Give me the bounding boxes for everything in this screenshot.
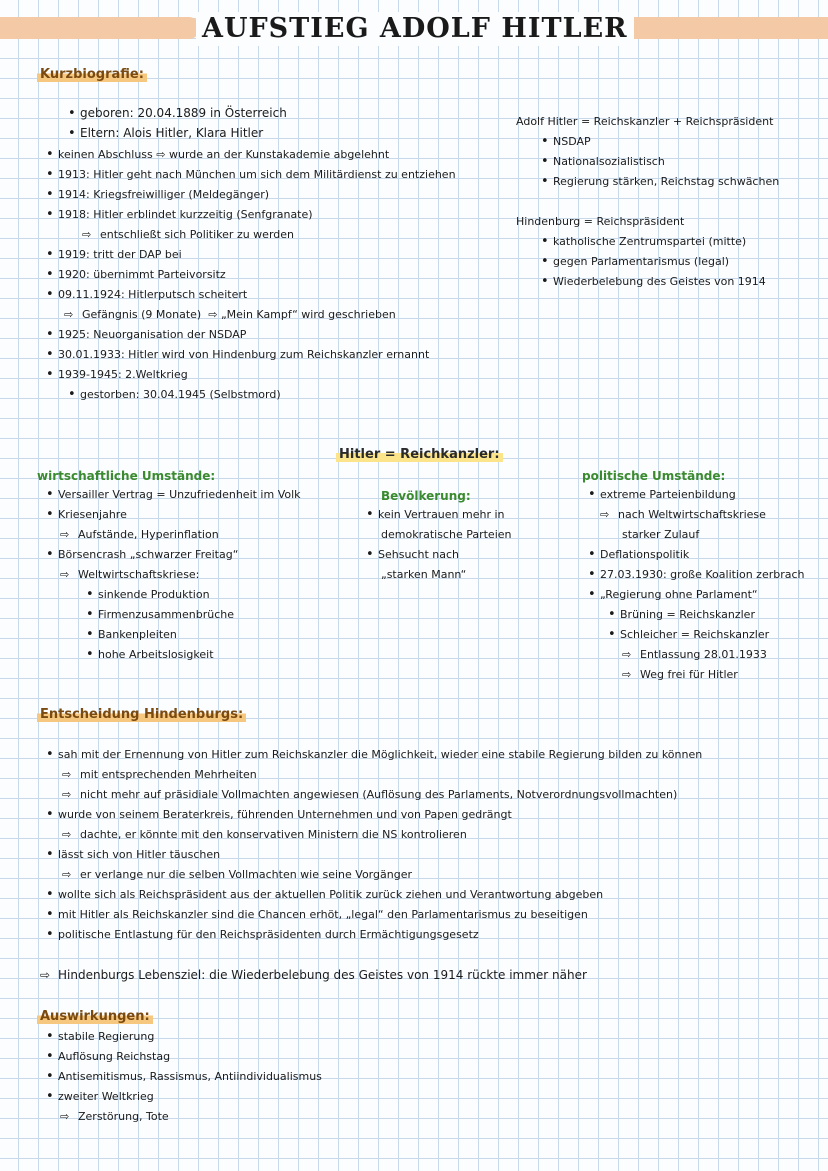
right-item: • Nationalsozialistisch: [541, 154, 665, 169]
right-item: • Regierung stärken, Reichstag schwächen: [541, 174, 780, 189]
pol-subitem: ⇨ Weg frei für Hitler: [622, 668, 738, 681]
right-heading: Adolf Hitler = Reichskanzler + Reichspräsident: [516, 115, 774, 128]
bio-item: • 1918: Hitler erblindet kurzzeitig (Senfgranate): [46, 207, 313, 222]
bullet-icon: •: [608, 627, 616, 642]
decision-subitem: ⇨ nicht mehr auf präsidiale Vollmachten angewiesen (Auflösung des Parlaments, Notverordnungsvollmachten): [62, 788, 678, 801]
right-item: • katholische Zentrumspartei (mitte): [541, 234, 747, 249]
pol-subitem: ⇨ Entlassung 28.01.1933: [622, 648, 767, 661]
bullet-icon: •: [46, 367, 54, 382]
right-item: • gegen Parlamentarismus (legal): [541, 254, 730, 269]
pop-item: • Sehsucht nach: [366, 547, 459, 562]
bullet-icon: •: [46, 847, 54, 862]
arrow-icon: ⇨: [60, 528, 70, 541]
pol-subitem: starker Zulauf: [622, 528, 700, 541]
arrow-icon: ⇨: [62, 768, 72, 781]
bullet-icon: •: [86, 587, 94, 602]
bullet-icon: •: [46, 507, 54, 522]
title-band-right: [620, 17, 828, 39]
heading-kurzbiografie: Kurzbiografie:: [37, 66, 147, 84]
bullet-icon: •: [46, 887, 54, 902]
bio-subitem: ⇨ Gefängnis (9 Monate) ⇨ „Mein Kampf“ wird geschrieben: [64, 308, 396, 321]
arrow-icon: ⇨: [60, 568, 70, 581]
bio-item: • 1920: übernimmt Parteivorsitz: [46, 267, 226, 282]
arrow-icon: ⇨: [62, 788, 72, 801]
title-band-left: [0, 17, 200, 39]
pol-subitem: • Brüning = Reichskanzler: [608, 607, 755, 622]
effect-item: • zweiter Weltkrieg: [46, 1089, 154, 1104]
decision-item: • lässt sich von Hitler täuschen: [46, 847, 221, 862]
econ-subitem: • sinkende Produktion: [86, 587, 210, 602]
heading-wirtschaftlich: wirtschaftliche Umstände:: [37, 469, 216, 483]
bullet-icon: •: [68, 126, 76, 141]
bullet-icon: •: [541, 134, 549, 149]
arrow-icon: ⇨: [62, 828, 72, 841]
pol-item: • Deflationspolitik: [588, 547, 690, 562]
bullet-icon: •: [68, 106, 76, 121]
arrow-icon: ⇨: [62, 868, 72, 881]
pop-item: • kein Vertrauen mehr in: [366, 507, 505, 522]
econ-subitem: ⇨ Weltwirtschaftskriese:: [60, 568, 200, 581]
econ-item: • Versailler Vertrag = Unzufriedenheit im Volk: [46, 487, 301, 502]
right-heading: Hindenburg = Reichspräsident: [516, 215, 685, 228]
bio-item: • geboren: 20.04.1889 in Österreich: [68, 106, 287, 121]
bio-item: • 1939-1945: 2.Weltkrieg: [46, 367, 188, 382]
heading-bevoelkerung: Bevölkerung:: [381, 489, 471, 503]
bullet-icon: •: [366, 547, 374, 562]
bio-subitem: ⇨ entschließt sich Politiker zu werden: [82, 228, 294, 241]
bullet-icon: •: [46, 1029, 54, 1044]
decision-subitem: ⇨ dachte, er könnte mit den konservativen Ministern die NS kontrolieren: [62, 828, 467, 841]
bullet-icon: •: [46, 247, 54, 262]
effect-item: • stabile Regierung: [46, 1029, 155, 1044]
bio-item: • 30.01.1933: Hitler wird von Hindenburg zum Reichskanzler ernannt: [46, 347, 430, 362]
pol-item: • „Regierung ohne Parlament“: [588, 587, 758, 602]
arrow-icon: ⇨: [60, 1110, 70, 1123]
bio-item: • gestorben: 30.04.1945 (Selbstmord): [68, 387, 281, 402]
pol-subitem: • Schleicher = Reichskanzler: [608, 627, 770, 642]
bullet-icon: •: [46, 1049, 54, 1064]
bullet-icon: •: [46, 147, 54, 162]
bio-item: • Eltern: Alois Hitler, Klara Hitler: [68, 126, 264, 141]
arrow-icon: ⇨: [208, 308, 218, 321]
bio-item: • 1914: Kriegsfreiwilliger (Meldegänger): [46, 187, 270, 202]
bullet-icon: •: [86, 627, 94, 642]
bullet-icon: •: [588, 547, 596, 562]
econ-item: • Börsencrash „schwarzer Freitag“: [46, 547, 239, 562]
bullet-icon: •: [541, 274, 549, 289]
bullet-icon: •: [541, 254, 549, 269]
arrow-icon: ⇨: [622, 648, 632, 661]
bullet-icon: •: [46, 187, 54, 202]
arrow-icon: ⇨: [40, 968, 51, 982]
page-title: AUFSTIEG ADOLF HITLER: [196, 12, 634, 46]
econ-subitem: • hohe Arbeitslosigkeit: [86, 647, 214, 662]
bullet-icon: •: [46, 207, 54, 222]
bullet-icon: •: [541, 174, 549, 189]
bullet-icon: •: [46, 327, 54, 342]
bullet-icon: •: [46, 747, 54, 762]
decision-item: • wollte sich als Reichspräsident aus der aktuellen Politik zurück ziehen und Verantwortung abgeben: [46, 887, 604, 902]
decision-item: • mit Hitler als Reichskanzler sind die Chancen erhöt, „legal“ den Parlamentarismus zu beseitigen: [46, 907, 588, 922]
bullet-icon: •: [588, 587, 596, 602]
right-item: • NSDAP: [541, 134, 591, 149]
bullet-icon: •: [46, 267, 54, 282]
pol-item: • extreme Parteienbildung: [588, 487, 736, 502]
bullet-icon: •: [541, 154, 549, 169]
bio-item: • 1913: Hitler geht nach München um sich dem Militärdienst zu entziehen: [46, 167, 456, 182]
bullet-icon: •: [46, 287, 54, 302]
bullet-icon: •: [46, 1069, 54, 1084]
pop-item: demokratische Parteien: [381, 528, 512, 541]
heading-auswirkungen: Auswirkungen:: [37, 1008, 153, 1026]
bullet-icon: •: [46, 347, 54, 362]
bio-item: • 1925: Neuorganisation der NSDAP: [46, 327, 247, 342]
heading-hitler-reichskanzler: Hitler = Reichkanzler:: [336, 446, 503, 464]
arrow-icon: ⇨: [622, 668, 632, 681]
arrow-icon: ⇨: [64, 308, 74, 321]
bullet-icon: •: [46, 167, 54, 182]
bullet-icon: •: [608, 607, 616, 622]
heading-politisch: politische Umstände:: [582, 469, 726, 483]
bullet-icon: •: [86, 647, 94, 662]
bullet-icon: •: [46, 547, 54, 562]
decision-subitem: ⇨ er verlange nur die selben Vollmachten wie seine Vorgänger: [62, 868, 412, 881]
bullet-icon: •: [46, 927, 54, 942]
bullet-icon: •: [46, 807, 54, 822]
pol-subitem: ⇨ nach Weltwirtschaftskriese: [600, 508, 766, 521]
pop-item: „starken Mann“: [381, 568, 467, 581]
bullet-icon: •: [46, 1089, 54, 1104]
effect-item: • Antisemitismus, Rassismus, Antiindividualismus: [46, 1069, 322, 1084]
heading-entscheidung: Entscheidung Hindenburgs:: [37, 706, 246, 724]
arrow-icon: ⇨: [82, 228, 92, 241]
bullet-icon: •: [68, 387, 76, 402]
econ-item: • Kriesenjahre: [46, 507, 127, 522]
pol-item: • 27.03.1930: große Koalition zerbrach: [588, 567, 805, 582]
decision-subitem: ⇨ mit entsprechenden Mehrheiten: [62, 768, 257, 781]
effect-subitem: ⇨ Zerstörung, Tote: [60, 1110, 169, 1123]
lebensziel: ⇨ Hindenburgs Lebensziel: die Wiederbelebung des Geistes von 1914 rückte immer näher: [40, 968, 587, 982]
bullet-icon: •: [588, 567, 596, 582]
arrow-icon: ⇨: [156, 148, 166, 161]
bullet-icon: •: [46, 487, 54, 502]
econ-subitem: ⇨ Aufstände, Hyperinflation: [60, 528, 219, 541]
bullet-icon: •: [541, 234, 549, 249]
econ-subitem: • Firmenzusammenbrüche: [86, 607, 235, 622]
bullet-icon: •: [588, 487, 596, 502]
econ-subitem: • Bankenpleiten: [86, 627, 177, 642]
arrow-icon: ⇨: [600, 508, 610, 521]
bio-item: • 1919: tritt der DAP bei: [46, 247, 182, 262]
bullet-icon: •: [86, 607, 94, 622]
bullet-icon: •: [366, 507, 374, 522]
right-item: • Wiederbelebung des Geistes von 1914: [541, 274, 766, 289]
decision-item: • wurde von seinem Beraterkreis, führenden Unternehmen und von Papen gedrängt: [46, 807, 512, 822]
bio-item: • 09.11.1924: Hitlerputsch scheitert: [46, 287, 248, 302]
bio-item: • keinen Abschluss ⇨ wurde an der Kunstakademie abgelehnt: [46, 147, 390, 162]
effect-item: • Auflösung Reichstag: [46, 1049, 171, 1064]
decision-item: • politische Entlastung für den Reichspräsidenten durch Ermächtigungsgesetz: [46, 927, 479, 942]
bullet-icon: •: [46, 907, 54, 922]
decision-item: • sah mit der Ernennung von Hitler zum Reichskanzler die Möglichkeit, wieder eine stabile Regierung bilden zu können: [46, 747, 703, 762]
